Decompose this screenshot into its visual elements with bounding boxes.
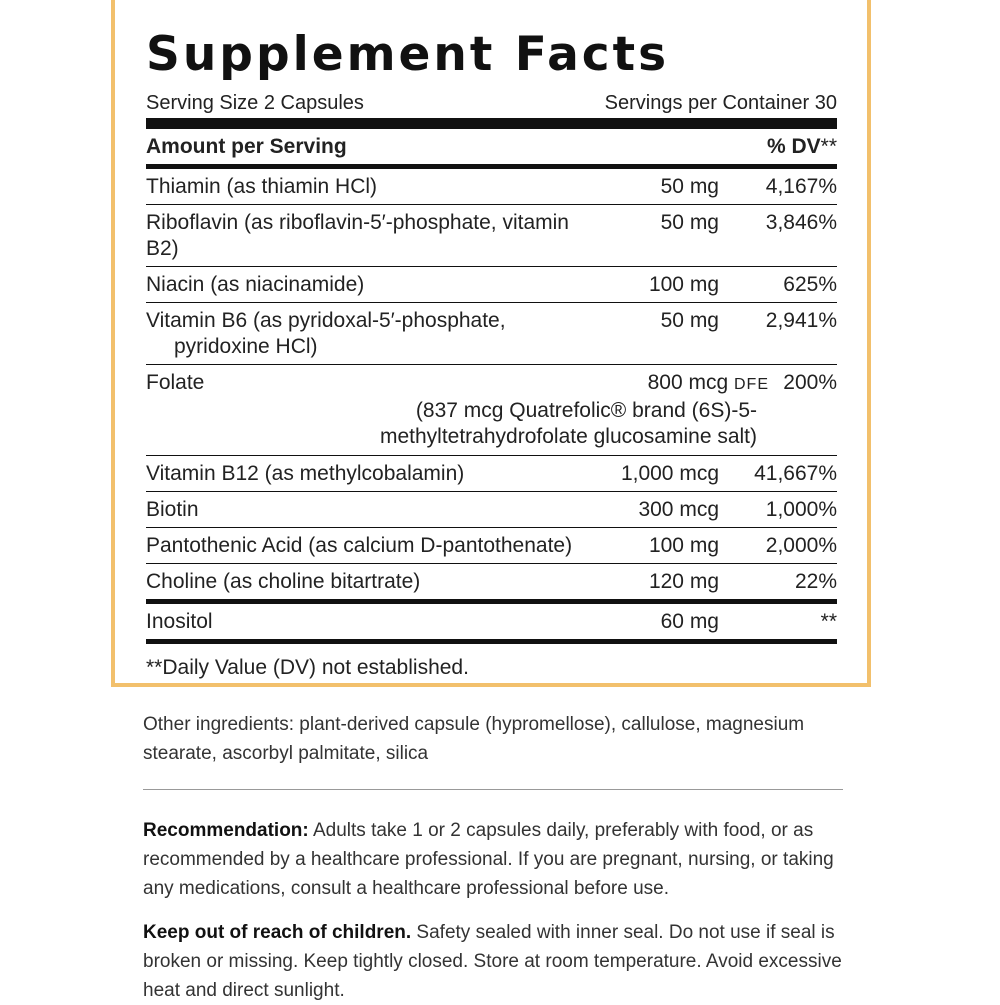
table-row bbox=[146, 303, 837, 364]
nutrient-name: Biotin bbox=[146, 498, 199, 521]
nutrient-name: Pantothenic Acid (as calcium D-pantothenate) bbox=[146, 534, 573, 557]
warning-label: Keep out of reach of children. bbox=[143, 922, 412, 943]
table-row bbox=[146, 604, 837, 639]
nutrient-dv: 2,000% bbox=[765, 534, 837, 557]
recommendation-text: Adults take 1 or 2 capsules daily, preferably with food, or as recommended by a healthcare professional. If you are pregnant, nursing, or taking any medications, consult a healthcare professional before use. bbox=[143, 820, 834, 899]
nutrient-amount-unit: DFE bbox=[734, 376, 769, 393]
nutrient-dv: 2,941% bbox=[765, 309, 837, 332]
nutrient-amount: 60 mg bbox=[660, 610, 719, 633]
section-divider bbox=[143, 789, 843, 790]
nutrient-dv: 4,167% bbox=[765, 175, 837, 198]
header-dv-marker: ** bbox=[820, 135, 837, 158]
nutrient-amount-group bbox=[609, 370, 777, 398]
warning bbox=[143, 918, 843, 1005]
nutrient-amount: 50 mg bbox=[660, 309, 719, 332]
nutrient-dv: 41,667% bbox=[754, 462, 837, 485]
other-ingredients: Other ingredients: plant-derived capsule (hypromellose), callulose, magnesium stearate, ascorbyl palmitate, silica bbox=[143, 714, 805, 764]
folate-note bbox=[146, 398, 837, 455]
nutrient-name-line2: pyridoxine HCl) bbox=[174, 335, 318, 358]
table-header bbox=[146, 129, 837, 164]
nutrient-name: Choline (as choline bitartrate) bbox=[146, 570, 421, 593]
nutrient-amount: 800 mcg bbox=[647, 371, 729, 394]
table-row bbox=[146, 528, 837, 563]
recommendation-label: Recommendation: bbox=[143, 820, 309, 841]
medium-divider bbox=[146, 639, 837, 644]
nutrient-dv: ** bbox=[820, 610, 837, 633]
servings-per-container: Servings per Container 30 bbox=[604, 92, 837, 114]
warning-text: Safety sealed with inner seal. Do not use if seal is broken or missing. Keep tightly closed. Store at room temperature. Avoid excessive heat and direct sunlight. bbox=[143, 922, 842, 1001]
table-row bbox=[146, 492, 837, 527]
serving-size: Serving Size 2 Capsules bbox=[146, 92, 364, 114]
footnote: **Daily Value (DV) not established. bbox=[146, 656, 469, 679]
nutrient-name: Vitamin B12 (as methylcobalamin) bbox=[146, 462, 465, 485]
serving-info bbox=[146, 88, 837, 118]
table-row bbox=[146, 267, 837, 302]
header-dv: % DV bbox=[766, 135, 821, 158]
nutrient-name: Niacin (as niacinamide) bbox=[146, 273, 365, 296]
nutrient-dv: 22% bbox=[794, 570, 837, 593]
panel-title: Supplement Facts bbox=[146, 27, 670, 82]
table-row bbox=[146, 205, 837, 266]
nutrient-amount: 100 mg bbox=[648, 273, 719, 296]
nutrient-name: Riboflavin (as riboflavin-5′-phosphate, vitamin B2) bbox=[146, 211, 569, 260]
table-row bbox=[146, 169, 837, 204]
folate-note-line2: methyltetrahydrofolate glucosamine salt) bbox=[379, 425, 757, 448]
folate-note-line1: (837 mcg Quatrefolic® brand (6S)-5- bbox=[415, 399, 757, 422]
table-row bbox=[146, 456, 837, 491]
nutrient-name-line1: Vitamin B6 (as pyridoxal-5′-phosphate, bbox=[146, 309, 506, 332]
table-row bbox=[146, 365, 837, 398]
nutrient-name: Folate bbox=[146, 371, 205, 394]
nutrient-amount: 50 mg bbox=[660, 175, 719, 198]
nutrient-name: Inositol bbox=[146, 610, 213, 633]
nutrient-amount: 100 mg bbox=[648, 534, 719, 557]
recommendation bbox=[143, 816, 843, 903]
table-row bbox=[146, 564, 837, 599]
nutrient-dv: 625% bbox=[783, 273, 837, 296]
nutrient-amount: 300 mcg bbox=[638, 498, 719, 521]
header-amount: Amount per Serving bbox=[146, 135, 347, 158]
nutrient-amount: 1,000 mcg bbox=[620, 462, 719, 485]
nutrient-dv: 1,000% bbox=[765, 498, 837, 521]
nutrient-amount: 120 mg bbox=[648, 570, 719, 593]
nutrient-dv: 200% bbox=[783, 371, 837, 394]
nutrient-dv: 3,846% bbox=[765, 211, 837, 234]
nutrient-name bbox=[146, 308, 579, 360]
nutrient-amount: 50 mg bbox=[660, 211, 719, 234]
nutrient-name: Thiamin (as thiamin HCl) bbox=[146, 175, 378, 198]
thick-divider bbox=[146, 118, 837, 129]
supplement-facts-panel bbox=[111, 0, 871, 687]
